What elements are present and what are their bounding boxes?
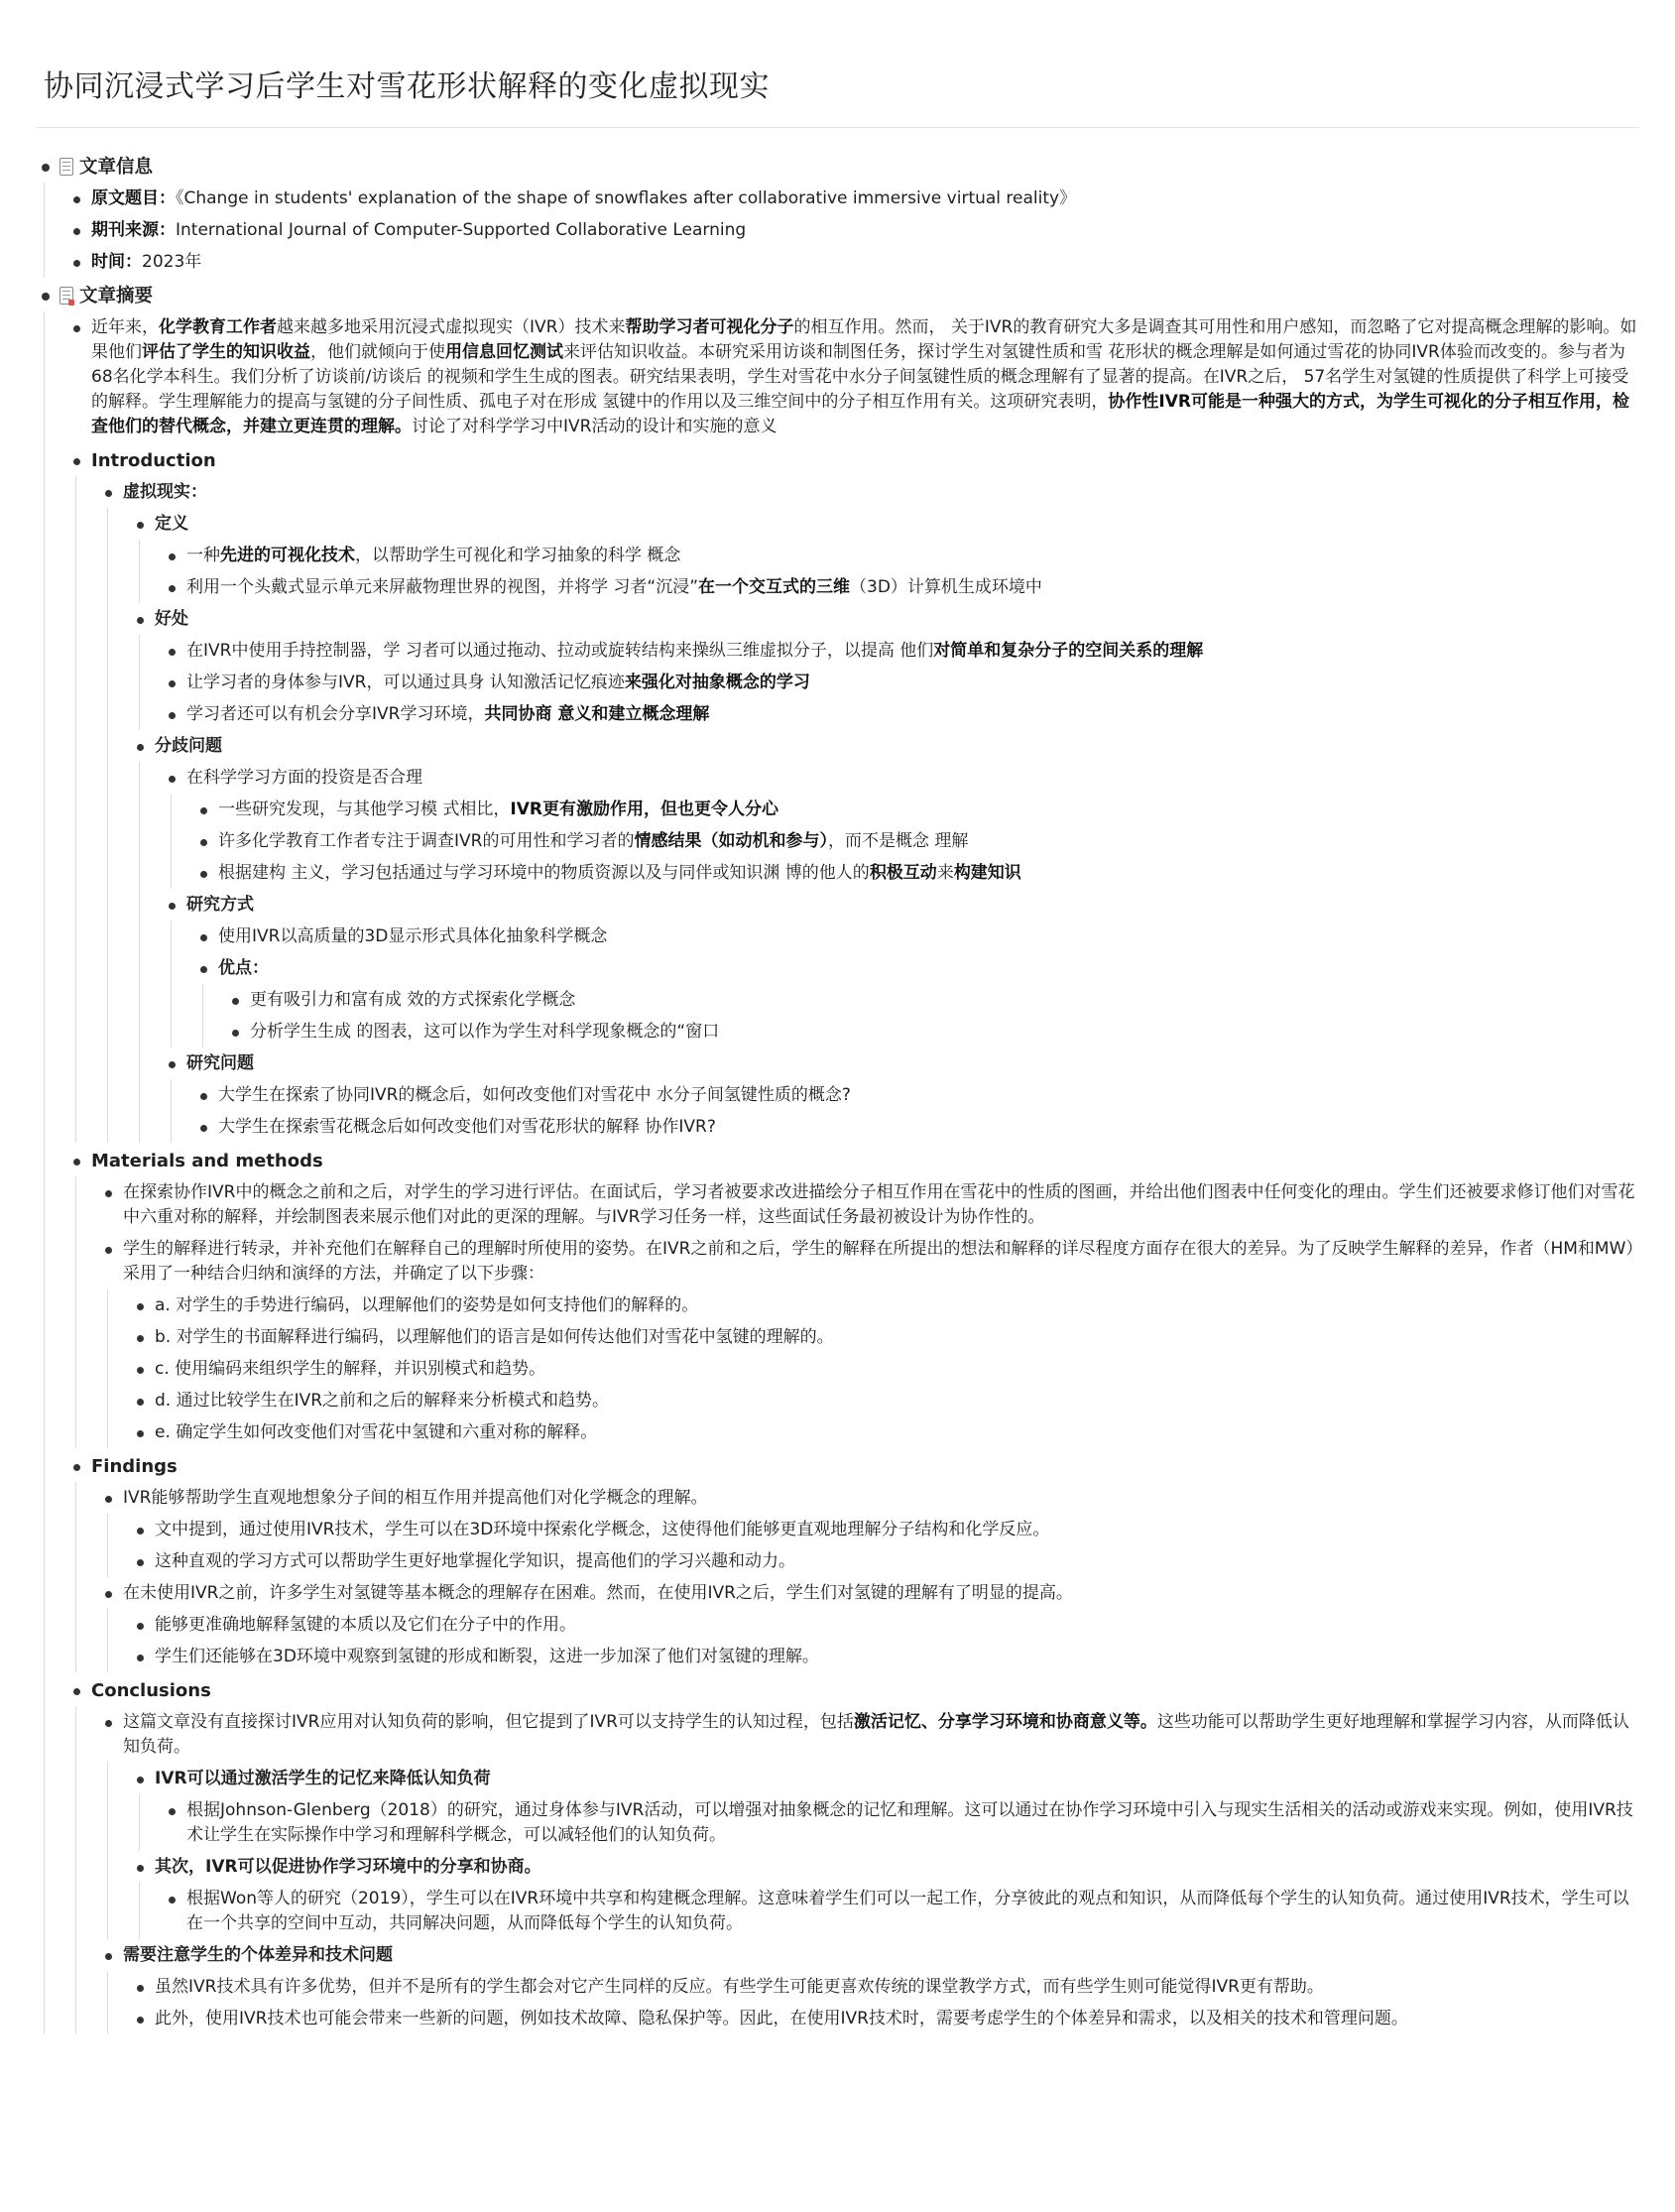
method-heading[interactable]: 研究方式 [163, 889, 1642, 921]
findings-node [67, 1448, 1642, 1672]
conclusion-item[interactable]: 需要注意学生的个体差异和技术问题 [99, 1939, 1642, 1971]
method-step[interactable]: a. 对学生的手势进行编码，以理解他们的姿势是如何支持他们的解释的。 [131, 1290, 1642, 1321]
item-text: 学习者还可以有机会分享IVR学习环境， [186, 704, 485, 724]
item-emphasis: 构建知识 [953, 863, 1021, 883]
abstract-heading[interactable] [36, 278, 1642, 311]
conclusion-detail[interactable]: 此外，使用IVR技术也可能会带来一些新的问题，例如技术故障、隐私保护等。因此，在使用IVR技术时，需要考虑学生的个体差异和需求，以及相关的技术和管理问题。 [131, 2003, 1642, 2034]
advantage-item[interactable]: 分析学生生成 的图表，这可以作为学生对科学现象概念的“窗口 [226, 1016, 1642, 1047]
finding-detail[interactable]: 学生们还能够在3D环境中观察到氢键的形成和断裂，这进一步加深了他们对氢键的理解。 [131, 1641, 1642, 1672]
info-journal-item[interactable] [67, 214, 1642, 246]
item-emphasis: 共同协商 意义和建立概念理解 [484, 704, 710, 724]
abstract-emphasis: 化学教育工作者 [159, 317, 277, 337]
finding-detail[interactable]: 能够更准确地解释氢键的本质以及它们在分子中的作用。 [131, 1609, 1642, 1641]
conclusion-item[interactable] [99, 1706, 1642, 1763]
info-label: 期刊来源： [91, 220, 176, 240]
investment-subitem[interactable] [194, 825, 1642, 857]
article-info-heading-text: 文章信息 [79, 157, 154, 178]
document-edit-icon [60, 287, 73, 305]
item-emphasis: 先进的可视化技术 [220, 546, 355, 565]
info-value: 2023年 [142, 252, 202, 272]
abstract-text: ，他们就倾向于使 [310, 342, 445, 362]
abstract-heading-text: 文章摘要 [79, 286, 154, 307]
item-emphasis: 来强化对抽象概念的学习 [624, 673, 810, 692]
introduction-heading[interactable]: Introduction [67, 442, 1642, 476]
info-label: 原文题目： [91, 188, 176, 208]
item-text: 一种 [186, 546, 220, 565]
method-item[interactable]: 使用IVR以高质量的3D显示形式具体化抽象科学概念 [194, 921, 1642, 952]
conclusion-detail[interactable]: 虽然IVR技术具有许多优势，但并不是所有的学生都会对它产生同样的反应。有些学生可能更喜欢传统的课堂教学方式，而有些学生则可能觉得IVR更有帮助。 [131, 1971, 1642, 2003]
abstract-text: 来评估知识收益。本研究采用访谈和制图任务，探讨学生对氢键性质和雪 花形状的概念理解是如何通过雪花的协同IVR体验而改变的。参与者为68名化学本科生。我们分析了访谈前/访谈后 的视频和学生生成的图表。研究结果表明，学生对雪花中水分子间氢键性质的概念理解有了显著的提高。在IVR之后， 57名学生对氢键的性质提供了科学上可接受的解释。学生理解能力的提高与氢键的分子间性质、孤电子对在形成 氢键中的作用以及三维空间中的分子相互作用有关。这项研究表明， [91, 342, 1629, 412]
benefit-item[interactable] [163, 698, 1642, 730]
item-text: 让学习者的身体参与IVR，可以通过具身 认知激活记忆痕迹 [186, 673, 625, 692]
item-emphasis: 激活记忆、分享学习环境和协商意义等。 [853, 1712, 1157, 1732]
methods-paragraph[interactable]: 学生的解释进行转录，并补充他们在解释自己的理解时所使用的姿势。在IVR之前和之后，学生的解释在所提出的想法和解释的详尽程度方面存在很大的差异。为了反映学生解释的差异，作者（HM和MW）采用了一种结合归纳和演绎的方法，并确定了以下步骤： [99, 1233, 1642, 1290]
method-step[interactable]: b. 对学生的书面解释进行编码，以理解他们的语言是如何传达他们对雪花中氢键的理解的。 [131, 1321, 1642, 1353]
benefits-heading[interactable]: 好处 [131, 603, 1642, 635]
item-text: 在IVR中使用手持控制器，学 习者可以通过拖动、拉动或旋转结构来操纵三维虚拟分子，以提高 他们 [186, 641, 934, 661]
benefit-item[interactable] [163, 667, 1642, 698]
article-info-node [36, 149, 1642, 278]
conclusions-heading[interactable]: Conclusions [67, 1672, 1642, 1706]
page-title: 协同沉浸式学习后学生对雪花形状解释的变化虚拟现实 [44, 69, 770, 104]
item-emphasis: 对简单和复杂分子的空间关系的理解 [933, 641, 1204, 661]
item-text: ，而不是概念 理解 [827, 831, 969, 851]
item-text: ，以帮助学生可视化和学习抽象的科学 概念 [355, 546, 681, 565]
method-step[interactable]: e. 确定学生如何改变他们对雪花中氢键和六重对称的解释。 [131, 1416, 1642, 1448]
abstract-emphasis: 用信息回忆测试 [445, 342, 563, 362]
method-step[interactable]: d. 通过比较学生在IVR之前和之后的解释来分析模式和趋势。 [131, 1385, 1642, 1416]
info-title-item[interactable] [67, 183, 1642, 214]
question-item[interactable]: 大学生在探索了协同IVR的概念后，如何改变他们对雪花中 水分子间氢键性质的概念? [194, 1079, 1642, 1111]
abstract-emphasis: 帮助学习者可视化分子 [625, 317, 794, 337]
conclusion-detail[interactable]: 根据Johnson-Glenberg（2018）的研究，通过身体参与IVR活动，可以增强对抽象概念的记忆和理解。这可以通过在协作学习环境中引入与现实生活相关的活动或游戏来实现。例如，使用IVR技术让学生在实际操作中学习和理解科学概念，可以减轻他们的认知负荷。 [163, 1794, 1642, 1851]
item-emphasis: 积极互动 [869, 863, 937, 883]
abstract-paragraph[interactable] [67, 311, 1642, 442]
investment-item[interactable]: 在科学学习方面的投资是否合理 [163, 762, 1642, 794]
item-emphasis: 在一个交互式的三维 [698, 577, 851, 597]
definition-heading[interactable]: 定义 [131, 508, 1642, 540]
definition-item[interactable] [163, 540, 1642, 571]
document-icon [60, 158, 73, 176]
vr-heading[interactable]: 虚拟现实： [99, 476, 1642, 508]
findings-heading[interactable]: Findings [67, 1448, 1642, 1482]
conclusion-subheading[interactable]: 其次，IVR可以促进协作学习环境中的分享和协商。 [131, 1851, 1642, 1883]
investment-subitem[interactable] [194, 794, 1642, 825]
definition-item[interactable] [163, 571, 1642, 603]
introduction-node [67, 442, 1642, 1143]
method-step[interactable]: c. 使用编码来组织学生的解释，并识别模式和趋势。 [131, 1353, 1642, 1385]
methods-paragraph[interactable]: 在探索协作IVR中的概念之前和之后，对学生的学习进行评估。在面试后，学习者被要求改进描绘分子相互作用在雪花中的性质的图画，并给出他们图表中任何变化的理由。学生们还被要求修订他们对雪花中六重对称的解释，并绘制图表来展示他们对此的更深的理解。与IVR学习任务一样，这些面试任务最初被设计为协作性的。 [99, 1176, 1642, 1233]
item-text: （3D）计算机生成环境中 [850, 577, 1042, 597]
item-text: 许多化学教育工作者专注于调查IVR的可用性和学习者的 [218, 831, 635, 851]
abstract-emphasis: 评估了学生的知识收益 [142, 342, 310, 362]
conclusion-detail[interactable]: 根据Won等人的研究（2019），学生可以在IVR环境中共享和构建概念理解。这意味着学生们可以一起工作，分享彼此的观点和知识，从而降低每个学生的认知负荷。通过使用IVR技术，学生可以在一个共享的空间中互动，共同解决问题，从而降低每个学生的认知负荷。 [163, 1883, 1642, 1939]
conclusion-subheading[interactable]: IVR可以通过激活学生的记忆来降低认知负荷 [131, 1763, 1642, 1794]
item-text: 一些研究发现，与其他学习模 式相比， [218, 799, 511, 819]
abstract-text: 的相互作用。然而， 关于IVR的教育研究大多是调查其可用性和用户感知，而忽略了它对提高概念理解的影响。如果他们 [91, 317, 1637, 362]
advantages-heading[interactable]: 优点： [194, 952, 1642, 984]
title-divider [36, 127, 1639, 128]
questions-heading[interactable]: 研究问题 [163, 1047, 1642, 1079]
conclusions-node [67, 1672, 1642, 2034]
advantage-item[interactable]: 更有吸引力和富有成 效的方式探索化学概念 [226, 984, 1642, 1016]
info-date-item[interactable] [67, 246, 1642, 278]
finding-item[interactable]: IVR能够帮助学生直观地想象分子间的相互作用并提高他们对化学概念的理解。 [99, 1482, 1642, 1514]
methods-node [67, 1143, 1642, 1448]
finding-item[interactable]: 在未使用IVR之前，许多学生对氢键等基本概念的理解存在困难。然而，在使用IVR之后，学生们对氢键的理解有了明显的提高。 [99, 1577, 1642, 1609]
info-label: 时间： [91, 252, 142, 272]
disputes-heading[interactable]: 分歧问题 [131, 730, 1642, 762]
abstract-text: 越来越多地采用沉浸式虚拟现实（IVR）技术来 [277, 317, 626, 337]
finding-detail[interactable]: 这种直观的学习方式可以帮助学生更好地掌握化学知识，提高他们的学习兴趣和动力。 [131, 1545, 1642, 1577]
abstract-emphasis: 协作性IVR可能是一种强大的方式，为学生可视化的分子相互作用，检查他们的替代概念，并建立更连贯的理解。 [91, 392, 1629, 436]
mindmap-outline [36, 149, 1642, 2034]
abstract-text: 近年来， [91, 317, 159, 337]
finding-detail[interactable]: 文中提到，通过使用IVR技术，学生可以在3D环境中探索化学概念，这使得他们能够更直观地理解分子结构和化学反应。 [131, 1514, 1642, 1545]
info-value: 《Change in students' explanation of the shape of snowflakes after collaborative immersive virtual reality》 [176, 188, 1077, 208]
item-text: 根据建构 主义，学习包括通过与学习环境中的物质资源以及与同伴或知识渊 博的他人的 [218, 863, 870, 883]
methods-heading[interactable]: Materials and methods [67, 1143, 1642, 1176]
item-emphasis: IVR更有激励作用，但也更令人分心 [510, 799, 778, 819]
abstract-node [36, 278, 1642, 2034]
benefit-item[interactable] [163, 635, 1642, 667]
abstract-text: 讨论了对科学学习中IVR活动的设计和实施的意义 [412, 417, 778, 436]
item-text: 来 [936, 863, 954, 883]
article-info-heading[interactable] [36, 149, 1642, 183]
investment-subitem[interactable] [194, 857, 1642, 889]
question-item[interactable]: 大学生在探索雪花概念后如何改变他们对雪花形状的解释 协作IVR? [194, 1111, 1642, 1143]
item-text: 这篇文章没有直接探讨IVR应用对认知负荷的影响，但它提到了IVR可以支持学生的认知过程，包括 [123, 1712, 854, 1732]
item-text: 利用一个头戴式显示单元来屏蔽物理世界的视图，并将学 习者“沉浸” [186, 577, 699, 597]
info-value: International Journal of Computer-Supported Collaborative Learning [176, 220, 747, 240]
item-text: 这些功能可以帮助学生更好地理解和掌握学习内容，从而降低认知负荷。 [123, 1712, 1629, 1757]
item-emphasis: 情感结果（如动机和参与） [634, 831, 828, 851]
